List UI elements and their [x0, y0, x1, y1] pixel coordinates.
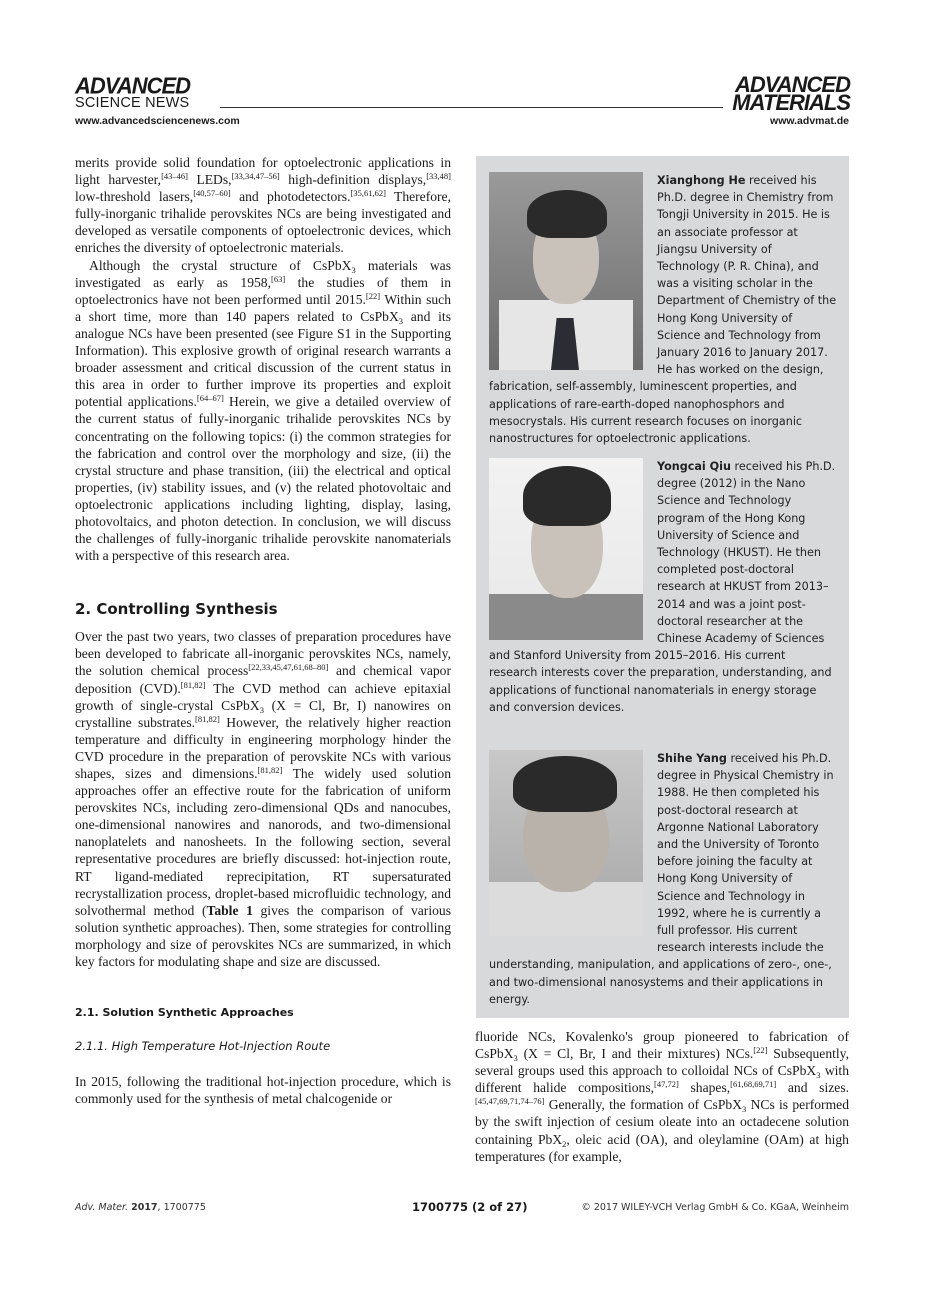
bio-text: received his Ph.D. degree in Chemistry from Tongji University in 2015. He is an associate professor at Jiangsu University of Technology (P. R. China), and was a visiting scholar in the Department of Chemistry of the Hong Kong University of Science and Technology from January 2016 to January 2017. He has worked on the design, fabrication, self-assembly, luminescent properties, and applications of rare-earth-doped nanophosphors and mesocrystals. His current research focuses on inorganic nanostructures for optoelectronic applications.	[489, 174, 837, 446]
photo-hair	[527, 190, 607, 238]
author-photo-yongcai-qiu	[489, 458, 643, 640]
paragraph-crystal-structure	[75, 257, 451, 565]
text: , oleic acid (OA), and oleylamine (OAm) at high temperatures (for example,	[475, 1131, 849, 1164]
text: Over the past two years, two classes of preparation procedures have been developed to fabricate all-inorganic perovskites NCs, namely, the solution chemical process	[75, 629, 451, 679]
paragraph-hot-injection: In 2015, following the traditional hot-injection procedure, which is commonly used for the synthesis of metal chalcogenide or	[75, 1074, 451, 1107]
text: with different halide compositions,	[475, 1063, 849, 1096]
citation[interactable]: [64–67]	[196, 393, 224, 404]
logo-line-science-news: SCIENCE NEWS	[75, 95, 190, 111]
subscript: 3	[816, 1070, 821, 1081]
text: NCs is performed by the swift injection of cesium oleate into an octadecene solution containing PbX	[475, 1097, 849, 1147]
text: high-definition displays,	[279, 172, 427, 188]
subscript: 3	[513, 1053, 518, 1064]
section-heading-controlling-synthesis: 2. Controlling Synthesis	[75, 600, 278, 619]
text: the studies of them in optoelectronics have not been performed until 2015.	[75, 274, 451, 307]
text: gives the comparison of various solution synthetic approaches). Then, some strategies for controlling morphology and size of perovskites NCs are summarized, in which key factors for modulating shape and size are discussed.	[75, 902, 451, 970]
bio-text: received his Ph.D. degree (2012) in the Nano Science and Technology program of the Hong Kong University of Science and Technology (HKUST). He then completed post-doctoral research at HKUST from 2013–2014 and was a joint post-doctoral researcher at the Chinese Academy of Sciences and Stanford University from 2015–2016. His current research interests cover the preparation, understanding, and applications of functional nanomaterials in energy storage and conversion devices.	[489, 460, 836, 714]
text: The widely used solution approaches offer an effective route for the fabrication of uniform perovskites NCs, including zero-dimensional QDs and nanocubes, one-dimensional nanowires and nanorods, and two-dimensional nanoplatelets and nanosheets. In the following section, several representative procedures are briefly discussed: hot-injection route, RT ligand-mediated reprecipitation, RT supersaturated recrystallization process, droplet-based microfluidic technology, and solvothermal method (	[75, 766, 451, 918]
author-bio-yongcai-qiu	[489, 458, 837, 716]
citation[interactable]: [61,68,69,71]	[730, 1079, 777, 1090]
left-column	[75, 154, 451, 1107]
text: shapes,	[678, 1080, 731, 1096]
text: LEDs,	[187, 172, 232, 188]
copyright-notice: © 2017 WILEY-VCH Verlag GmbH & Co. KGaA, Weinheim	[581, 1202, 849, 1213]
table-1-link[interactable]: Table 1	[206, 902, 253, 918]
author-name: Shihe Yang	[657, 752, 727, 765]
text: Generally, the formation of CsPbX	[544, 1097, 743, 1113]
text: Herein, we give a detailed overview of the current status of fully-inorganic trihalide perovskites NCs by concentrating on the following topics: (i) the common strategies for the fabrication and control over the morphology and size, (ii) the crystal structure and phase transition, (iii) the electrical and optical properties, (iv) stability issues, and (v) the related photovoltaic and optoelectronic applications including lighting, display, lasing, photovoltaics, and photon detection. In conclusion, we will discuss the challenges of fully-inorganic trihalide perovskite nanomaterials with a perspective of this research area.	[75, 394, 451, 564]
text: merits provide solid foundation for optoelectronic applications in light harvester,	[75, 155, 451, 188]
logo-line-advanced: ADVANCED	[75, 72, 191, 99]
text: Therefore, fully-inorganic trihalide perovskites NCs are being investigated and developed as versatile components of optoelectronic devices, which enriches the diversity of optoelectronic materials.	[75, 189, 451, 256]
header-rule	[220, 107, 723, 108]
photo-shirt	[489, 594, 643, 640]
citation[interactable]: [40,57–60]	[193, 188, 231, 199]
subsubsection-heading-hot-injection: 2.1.1. High Temperature Hot-Injection Route	[75, 1039, 331, 1054]
text: fluoride NCs, Kovalenko's group pioneered to fabrication of CsPbX	[475, 1029, 849, 1062]
footer-citation	[75, 1202, 206, 1213]
right-column	[475, 1028, 849, 1165]
citation[interactable]: [63]	[271, 273, 286, 284]
header-left-url[interactable]: www.advancedsciencenews.com	[75, 115, 240, 127]
logo-line-materials: MATERIALS	[732, 90, 850, 115]
text: and chemical vapor deposition (CVD).	[75, 663, 451, 696]
author-biographies-box	[476, 156, 849, 1018]
subscript: 3	[742, 1104, 747, 1115]
text: The CVD method can achieve epitaxial growth of single-crystal CsPbX	[75, 680, 451, 713]
citation[interactable]: [81,82]	[195, 713, 220, 724]
citation[interactable]: [35,61,62]	[350, 188, 386, 199]
citation[interactable]: [81,82]	[180, 679, 206, 690]
author-bio-xianghong-he	[489, 172, 837, 447]
paragraph-intro-merits	[75, 154, 451, 257]
author-name: Xianghong He	[657, 174, 746, 187]
paragraph-preparation-procedures	[75, 628, 451, 970]
text: Subsequently, several groups used this approach to colloidal NCs of CsPbX	[475, 1046, 849, 1079]
text: materials was investigated as early as 1958,	[75, 257, 451, 290]
citation[interactable]: [33,48]	[426, 171, 451, 182]
photo-hair	[523, 466, 611, 526]
citation[interactable]: [22,33,45,47,61,68–80]	[248, 662, 329, 673]
citation[interactable]: [43–46]	[161, 171, 188, 182]
journal-name: Adv. Mater.	[75, 1202, 129, 1213]
subsection-heading-solution-approaches: 2.1. Solution Synthetic Approaches	[75, 1006, 294, 1020]
author-photo-shihe-yang	[489, 750, 643, 936]
citation[interactable]: [33,34,47–56]	[231, 171, 280, 182]
text: (X = Cl, Br, I) nanowires on crystalline substrates.	[75, 697, 451, 730]
subscript: 3	[259, 704, 264, 715]
journal-year: 2017	[131, 1202, 158, 1213]
page-number: 1700775 (2 of 27)	[412, 1200, 528, 1214]
advanced-materials-logo	[732, 72, 850, 115]
subscript: 2	[562, 1138, 567, 1149]
logo-line-advanced: ADVANCED	[734, 72, 850, 97]
page-footer	[75, 1200, 849, 1216]
text: low-threshold lasers,	[75, 189, 194, 205]
text: and its analogue NCs have been presented (see Figure S1 in the Supporting Information). This explosive growth of original research warrants a broader assessment and critical discussion of the current status in this area in order to further improve its properties and exploit potential applications.	[75, 308, 451, 410]
text: (X = Cl, Br, I and their mixtures) NCs.	[517, 1046, 754, 1062]
text: and sizes.	[776, 1080, 850, 1096]
paragraph-kovalenko	[475, 1028, 849, 1165]
citation[interactable]: [45,47,69,71,74–76]	[475, 1096, 545, 1107]
text: Within such a short time, more than 140 papers related to CsPbX	[75, 291, 451, 324]
citation[interactable]: [47,72]	[654, 1079, 679, 1090]
author-name: Yongcai Qiu	[657, 460, 731, 473]
subscript: 3	[351, 264, 356, 275]
text: Although the crystal structure of CsPbX	[89, 257, 352, 273]
article-number: , 1700775	[157, 1202, 206, 1213]
author-photo-xianghong-he	[489, 172, 643, 370]
citation[interactable]: [22]	[365, 290, 381, 301]
photo-hair	[513, 756, 617, 812]
text: and photodetectors.	[230, 189, 351, 205]
author-bio-shihe-yang	[489, 750, 837, 1008]
advanced-science-news-logo	[75, 72, 191, 111]
subscript: 3	[398, 315, 404, 326]
citation[interactable]: [22]	[753, 1045, 768, 1056]
header-right-url[interactable]: www.advmat.de	[770, 115, 849, 127]
citation[interactable]: [81,82]	[257, 765, 283, 775]
text: However, the relatively higher reaction temperature and difficulty in engineering morphology hinder the CVD procedure in the preparation of perovskite NCs with various shapes, sizes and dimensions.	[75, 714, 452, 781]
bio-text: received his Ph.D. degree in Physical Chemistry in 1988. He then completed his post-doctoral research at Argonne National Laboratory and the University of Toronto before joining the faculty at Hong Kong University of Science and Technology in 1992, where he is currently a full professor. His current research interests include the understanding, manipulation, and applications of zero-, one-, and two-dimensional nanosystems and their applications in energy.	[489, 752, 834, 1006]
